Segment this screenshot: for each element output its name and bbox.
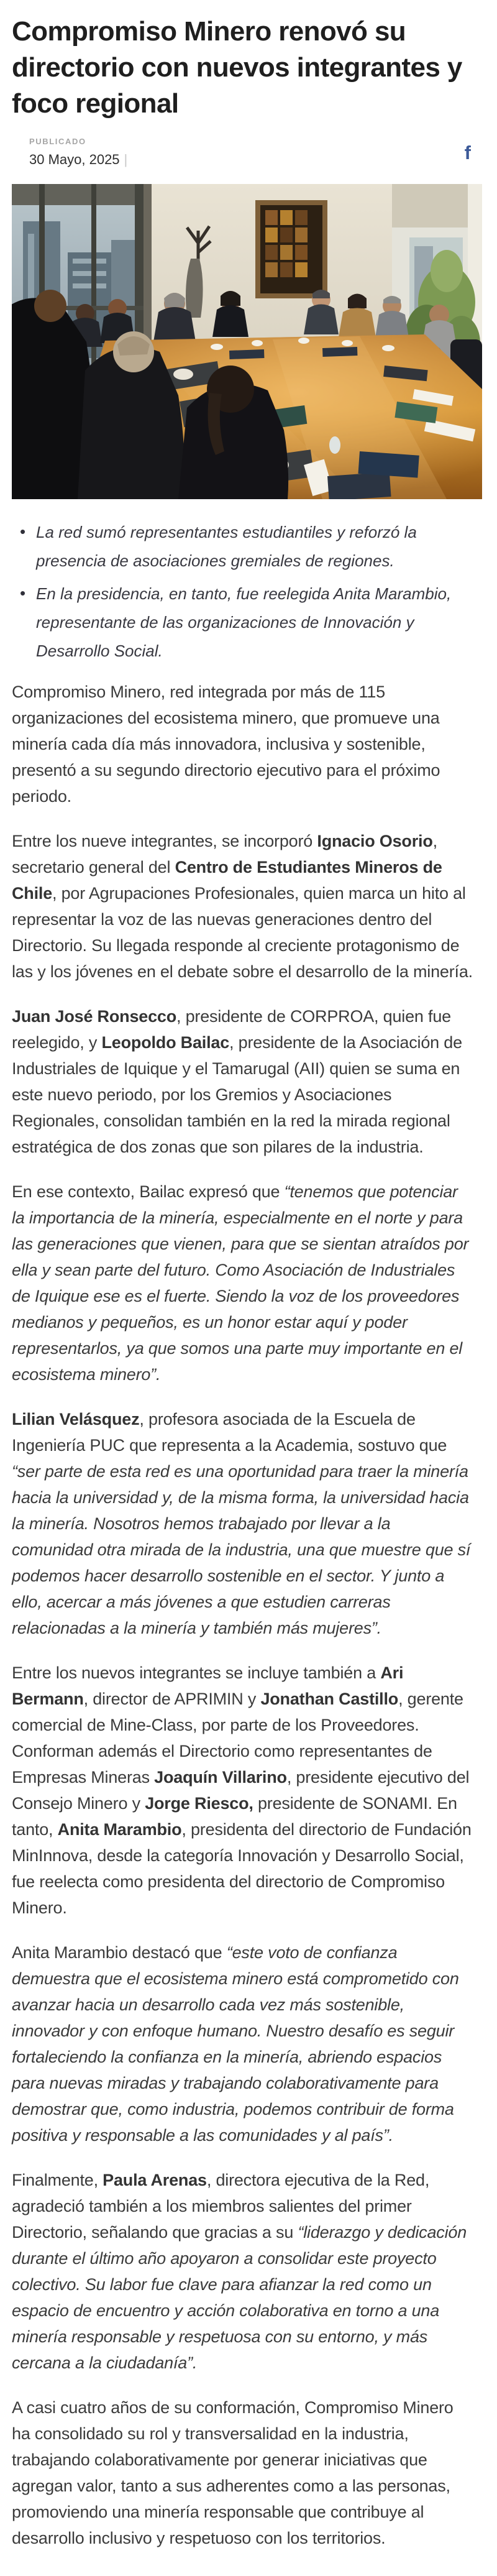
bold-name-text: Centro de Estudiantes Mineros de Chile: [12, 858, 442, 903]
bold-name-text: Ari Bermann: [12, 1663, 404, 1708]
article-paragraph: [12, 2394, 473, 2551]
quote-text: “tenemos que potenciar la importancia de la minería, especialmente en el norte y para las generaciones que vienen, para que se sientan atraídos por ella y sean parte del futuro. Como Asociación de Industriales de Iquique ese es el fuerte. Siendo la voz de los proveedores medianos y pequeños, es un honor estar aquí y poder representarlos, ya que somos una parte muy importante en el ecosistema minero”.: [12, 1182, 469, 1384]
paragraph-text: Entre los nuevos integrantes se incluye también a: [12, 1663, 381, 1682]
paragraph-text: , presidente de la Asociación de Industriales de Iquique y el Tamarugal (AII) quien se suma en este nuevo periodo, por los Gremios y Asociaciones Regionales, consolidan también en la red la mirada regional estratégica de dos zonas que son pilares de la industria.: [12, 1033, 462, 1156]
paragraph-text: , profesora asociada de la Escuela de Ingeniería PUC que representa a la Academia, sostuvo que: [12, 1410, 447, 1455]
lead-bullet-item: • La red sumó representantes estudiantiles y reforzó la presencia de asociaciones gremiales de regiones.: [20, 518, 465, 575]
article-meta: [29, 137, 473, 168]
article-paragraph: [12, 1660, 473, 1921]
paragraph-text: presidente de SONAMI. En tanto,: [12, 1794, 457, 1839]
quote-text: “liderazgo y dedicación durante el último año apoyaron a consolidar este proyecto colectivo. Su labor fue clave para afianzar la red como un espacio de encuentro y acción colaborativa en torno a una minería responsable y respetuosa con su entorno, y más cercana a la ciudadanía”.: [12, 2223, 467, 2372]
paragraph-text: , presidente ejecutivo del Consejo Minero y: [12, 1768, 470, 1813]
paragraph-text: , gerente comercial de Mine-Class, por parte de los Proveedores. Conforman además el Directorio como representantes de Empresas Mineras: [12, 1690, 463, 1787]
article-paragraph: [12, 1179, 473, 1387]
bold-name-text: Leopoldo Bailac: [101, 1033, 230, 1052]
hero-image: [12, 184, 482, 499]
lead-bullets: [12, 518, 482, 665]
paragraph-text: Entre los nueve integrantes, se incorporó: [12, 832, 317, 850]
published-date: 30 Mayo, 2025: [29, 152, 120, 167]
published-date-row: [29, 152, 127, 168]
bold-name-text: Juan José Ronsecco: [12, 1007, 177, 1026]
article-paragraph: [12, 1939, 473, 2148]
paragraph-text: , por Agrupaciones Profesionales, quien marca un hito al representar la voz de las nuevas generaciones dentro del Directorio. Su llegada responde al creciente protagonismo de las y los jóvenes en el debate sobre el desarrollo de la minería.: [12, 884, 473, 981]
published-label: PUBLICADO: [29, 137, 86, 146]
quote-text: “ser parte de esta red es una oportunidad para traer la minería hacia la universidad y, de la misma forma, la universidad hacia la minería. Nosotros hemos trabajado por llevar a la comunidad otra mirada de la industria, una que muestre que sí podemos hacer desarrollo sostenible en el sector. Y junto a ello, acercar a más jóvenes a que estudien carreras relacionadas a la minería y también más mujeres”.: [12, 1462, 471, 1637]
published-block: [29, 137, 127, 168]
date-separator: |: [124, 152, 128, 167]
paragraph-text: Compromiso Minero, red integrada por más de 115 organizaciones del ecosistema minero, que promueve una minería cada día más innovadora, inclusiva y sostenible, presentó a su segundo directorio ejecutivo para el próximo periodo.: [12, 683, 440, 806]
bold-name-text: Jonathan Castillo: [260, 1690, 399, 1708]
lead-bullet-item: • En la presidencia, en tanto, fue reelegida Anita Marambio, representante de las organizaciones de Innovación y Desarrollo Social.: [20, 579, 465, 665]
paragraph-text: Finalmente,: [12, 2171, 103, 2189]
article-paragraph: [12, 828, 473, 985]
paragraph-text: , director de APRIMIN y: [83, 1690, 261, 1708]
facebook-share-icon[interactable]: f: [464, 141, 471, 163]
article-body: [12, 679, 482, 2551]
paragraph-text: , directora ejecutiva de la Red, agradeció también a los miembros salientes del primer Directorio, señalando que gracias a su: [12, 2171, 430, 2242]
paragraph-text: , presidente de CORPROA, quien fue reelegido, y: [12, 1007, 451, 1052]
article-paragraph: [12, 1003, 473, 1160]
bold-name-text: Jorge Riesco,: [145, 1794, 253, 1813]
boardroom-photo: [12, 184, 482, 499]
paragraph-text: En ese contexto, Bailac expresó que: [12, 1182, 285, 1201]
bold-name-text: Joaquín Villarino: [154, 1768, 287, 1787]
page-title: Compromiso Minero renovó su directorio con nuevos integrantes y foco regional: [12, 16, 462, 119]
paragraph-text: , secretario general del: [12, 832, 437, 876]
paragraph-text: , presidenta del directorio de Fundación MinInnova, desde la categoría Innovación y Desarrollo Social, fue reelecta como presidenta del directorio de Compromiso Minero.: [12, 1820, 472, 1917]
article-paragraph: [12, 679, 473, 809]
bold-name-text: Paula Arenas: [103, 2171, 207, 2189]
wall-artwork: [255, 200, 327, 298]
article-paragraph: [12, 2167, 473, 2376]
paragraph-text: A casi cuatro años de su conformación, Compromiso Minero ha consolidado su rol y transversalidad en la industria, trabajando colaborativamente por generar iniciativas que agregan valor, tanto a sus adherentes como a las personas, promoviendo una minería responsable que contribuye al desarrollo inclusivo y respetuoso con los territorios.: [12, 2398, 454, 2547]
bold-name-text: Ignacio Osorio: [317, 832, 433, 850]
quote-text: “este voto de confianza demuestra que el ecosistema minero está comprometido con avanzar hacia un desarrollo cada vez más sostenible, innovador y con enfoque humano. Nuestro desafío es seguir fortaleciendo la confianza en la minería, abriendo espacios para nuevas miradas y trabajando colaborativamente para demostrar que, como industria, podemos contribuir de forma positiva y responsable a las comunidades y al país”.: [12, 1943, 459, 2145]
paragraph-text: Anita Marambio destacó que: [12, 1943, 227, 1962]
bold-name-text: Lilian Velásquez: [12, 1410, 140, 1428]
bold-name-text: Anita Marambio: [57, 1820, 182, 1839]
article-paragraph: [12, 1406, 473, 1641]
